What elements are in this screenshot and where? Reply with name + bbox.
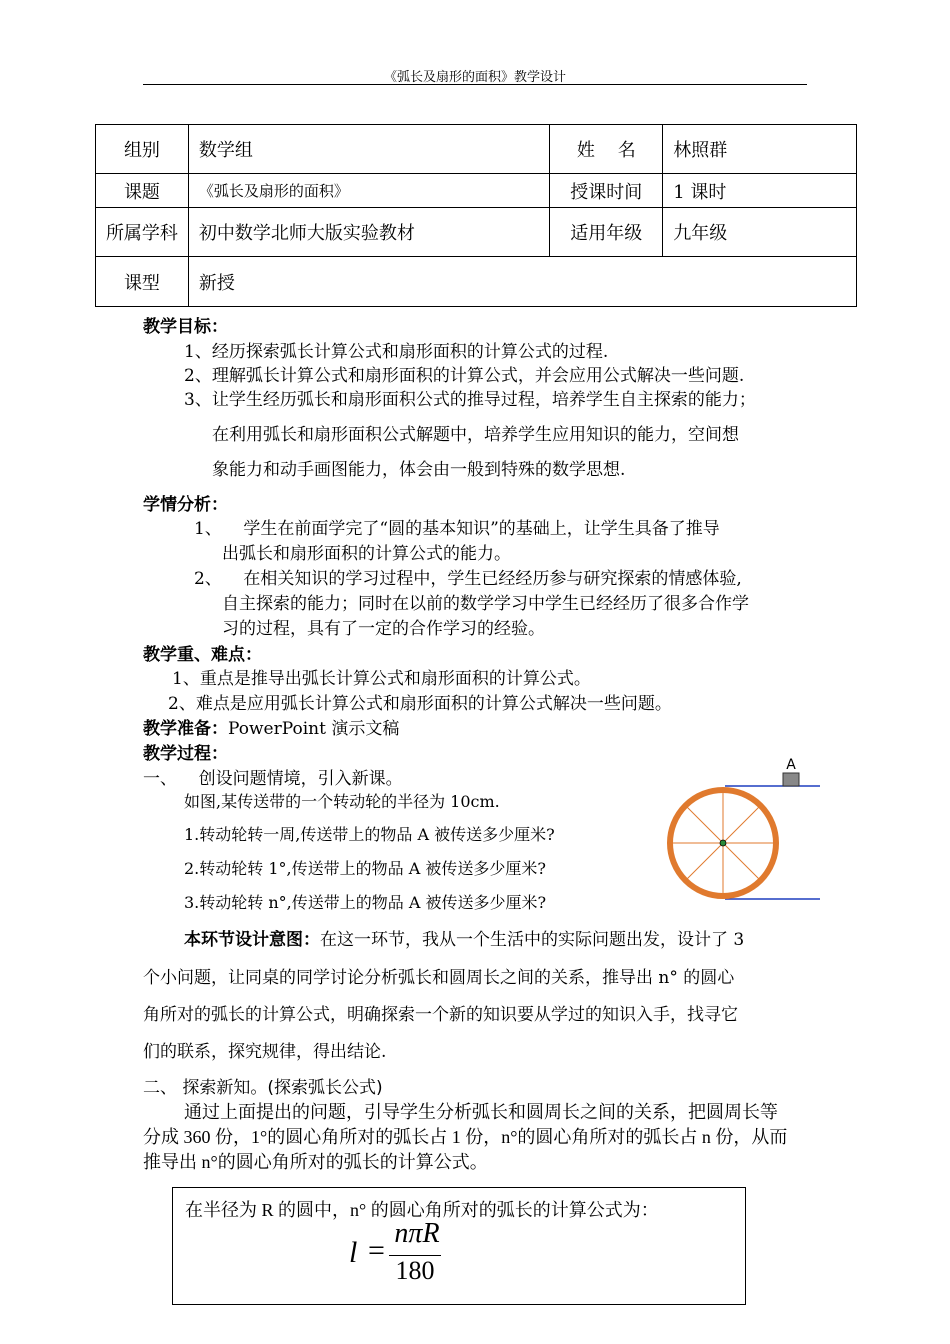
intent-line (184, 925, 744, 950)
time-value: 1 课时 (663, 174, 857, 208)
subject-label: 所属学科 (96, 208, 189, 257)
group-label: 组别 (96, 125, 189, 174)
question-item: 2.转动轮转 1°,传送带上的物品 A 被传送多少厘米? (184, 859, 546, 878)
objective-item: 在利用弧长和扇形面积公式解题中，培养学生应用知识的能力，空间想 (212, 425, 739, 445)
formula-intro: 在半径为 R 的圆中，n° 的圆心角所对的弧长的计算公式为： (185, 1200, 659, 1220)
analysis-item: 1、 学生在前面学完了“圆的基本知识”的基础上，让学生具备了推导 (194, 519, 720, 539)
info-table (95, 124, 857, 307)
keypoint-item: 1、重点是推导出弧长计算公式和扇形面积的计算公式。 (172, 669, 591, 689)
object-a (783, 773, 799, 786)
grade-label: 适用年级 (550, 208, 663, 257)
name-value: 林照群 (663, 125, 857, 174)
process-heading: 教学过程： (143, 744, 228, 764)
objective-item: 1、经历探索弧长计算公式和扇形面积的计算公式的过程. (184, 342, 609, 362)
analysis-item: 出弧长和扇形面积的计算公式的能力。 (222, 544, 511, 564)
formula-box (172, 1187, 746, 1305)
section2-text: 通过上面提出的问题，引导学生分析弧长和圆周长之间的关系，把圆周长等 (184, 1102, 778, 1122)
subject-value: 初中数学北师大版实验教材 (188, 208, 549, 257)
analysis-item: 2、 在相关知识的学习过程中，学生已经经历参与研究探索的情感体验, (194, 569, 742, 589)
intent-line: 个小问题，让同桌的同学讨论分析弧长和圆周长之间的关系，推导出 n° 的圆心 (143, 968, 735, 988)
formula-denominator: 180 (395, 1256, 435, 1285)
intent-text: 在这一环节，我从一个生活中的实际问题出发，设计了 3 (320, 930, 745, 950)
table-row (96, 174, 857, 208)
analysis-item: 自主探索的能力；同时在以前的数学学习中学生已经经历了很多合作学 (222, 594, 749, 614)
keypoints-heading: 教学重、难点： (143, 645, 262, 665)
formula-numerator: nπR (394, 1218, 440, 1249)
section2-text: 分成 360 份，1°的圆心角所对的弧长占 1 份，n°的圆心角所对的弧长占 n 份，从而 (143, 1127, 788, 1147)
object-a-label: A (786, 757, 796, 773)
prep-heading: 教学准备： (143, 719, 228, 739)
objective-item: 3、让学生经历弧长和扇形面积公式的推导过程，培养学生自主探索的能力； (184, 390, 756, 410)
prep-line (143, 714, 399, 739)
time-label: 授课时间 (550, 174, 663, 208)
table-row (96, 208, 857, 257)
formula-lhs: l (349, 1236, 358, 1269)
topic-label: 课题 (96, 174, 189, 208)
topic-value: 《弧长及扇形的面积》 (188, 174, 549, 208)
intent-line: 角所对的弧长的计算公式，明确探索一个新的知识要从学过的知识入手，找寻它 (143, 1005, 738, 1025)
section2-text: 推导出 n°的圆心角所对的弧长的计算公式。 (143, 1152, 488, 1172)
grade-value: 九年级 (663, 208, 857, 257)
conveyor-wheel-figure (660, 755, 825, 905)
analysis-item: 习的过程，具有了一定的合作学习的经验。 (222, 619, 545, 639)
keypoint-item: 2、难点是应用弧长计算公式和扇形面积的计算公式解决一些问题。 (168, 694, 672, 714)
lesson-type-value: 新授 (188, 257, 856, 307)
question-intro: 如图,某传送带的一个转动轮的半径为 10cm. (184, 792, 500, 811)
formula-equals: = (368, 1234, 385, 1267)
wheel-center (720, 840, 726, 846)
section2-title: 二、 探索新知。(探索弧长公式) (143, 1078, 383, 1098)
table-row (96, 257, 857, 307)
prep-text: PowerPoint 演示文稿 (228, 719, 400, 739)
table-row (96, 125, 857, 174)
name-label: 姓 名 (550, 125, 663, 174)
objectives-heading: 教学目标： (143, 317, 228, 337)
lesson-type-label: 课型 (96, 257, 189, 307)
intent-line: 们的联系，探究规律，得出结论. (143, 1042, 387, 1062)
document-header: 《弧长及扇形的面积》教学设计 (383, 70, 566, 85)
intent-label: 本环节设计意图： (184, 930, 320, 950)
header-rule (143, 84, 807, 85)
objective-item: 象能力和动手画图能力，体会由一般到特殊的数学思想. (212, 460, 626, 480)
analysis-heading: 学情分析： (143, 495, 228, 515)
section1-title: 一、 创设问题情境，引入新课。 (143, 769, 403, 789)
question-item: 3.转动轮转 n°,传送带上的物品 A 被传送多少厘米? (184, 893, 547, 912)
question-item: 1.转动轮转一周,传送带上的物品 A 被传送多少厘米? (184, 825, 555, 844)
group-value: 数学组 (188, 125, 549, 174)
objective-item: 2、理解弧长计算公式和扇形面积的计算公式，并会应用公式解决一些问题. (184, 366, 745, 386)
